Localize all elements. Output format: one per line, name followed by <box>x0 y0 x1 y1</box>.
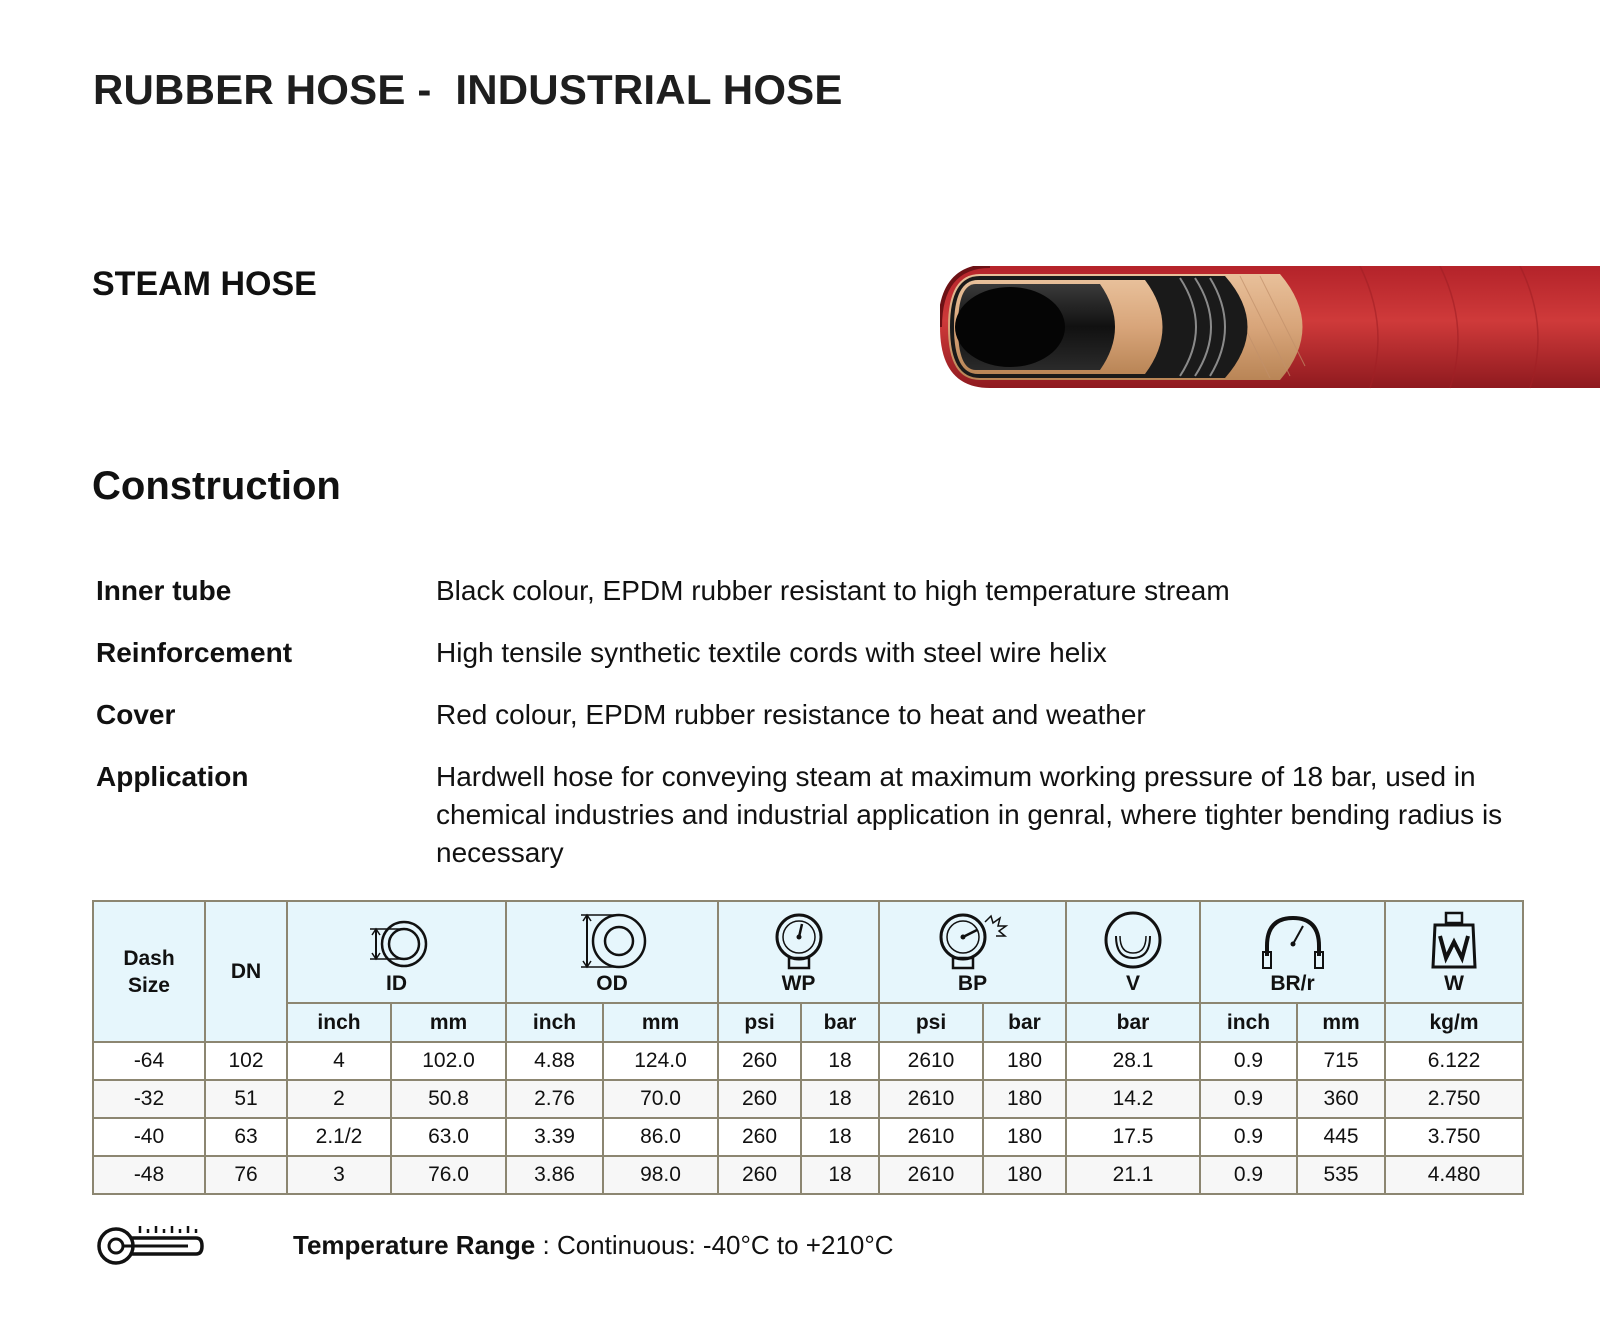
header-w: W <box>1444 972 1464 995</box>
product-title: STEAM HOSE <box>92 265 317 303</box>
table-cell: 6.122 <box>1385 1042 1523 1080</box>
table-cell: 445 <box>1297 1118 1385 1156</box>
table-cell: 86.0 <box>603 1118 718 1156</box>
thermometer-icon <box>96 1222 204 1268</box>
table-cell: 260 <box>718 1118 801 1156</box>
table-cell: 18 <box>801 1042 879 1080</box>
spec-value: Black colour, EPDM rubber resistant to high temperature stream <box>436 575 1230 606</box>
table-cell: 0.9 <box>1200 1118 1297 1156</box>
inner-diameter-icon <box>362 918 432 970</box>
header-size-line: Size <box>127 973 170 997</box>
table-row <box>93 1156 1523 1194</box>
header-v: V <box>1125 972 1140 995</box>
spec-label: Reinforcement <box>96 637 293 668</box>
unit-bp-psi: psi <box>879 1003 983 1042</box>
table-cell: 2610 <box>879 1042 983 1080</box>
table-cell: 3 <box>287 1156 391 1194</box>
table-cell: 180 <box>983 1118 1066 1156</box>
table-cell: 0.9 <box>1200 1080 1297 1118</box>
table-cell: 180 <box>983 1042 1066 1080</box>
unit-v-bar: bar <box>1066 1003 1200 1042</box>
table-cell: -64 <box>93 1042 205 1080</box>
table-cell: 260 <box>718 1080 801 1118</box>
col-group-wp <box>718 901 879 1003</box>
bend-radius-icon <box>1257 912 1329 970</box>
table-cell: 102 <box>205 1042 287 1080</box>
table-cell: 21.1 <box>1066 1156 1200 1194</box>
construction-heading: Construction <box>92 464 341 508</box>
table-cell: 2.750 <box>1385 1080 1523 1118</box>
table-cell: 535 <box>1297 1156 1385 1194</box>
table-cell: 2610 <box>879 1156 983 1194</box>
hose-cutaway-image <box>940 266 1600 400</box>
table-cell: 98.0 <box>603 1156 718 1194</box>
table-row <box>93 1042 1523 1080</box>
table-cell: 3.86 <box>506 1156 603 1194</box>
unit-id-inch: inch <box>287 1003 391 1042</box>
page-title: RUBBER HOSE - INDUSTRIAL HOSE <box>93 66 843 113</box>
table-cell: 63 <box>205 1118 287 1156</box>
table-cell: 3.750 <box>1385 1118 1523 1156</box>
table-cell: 180 <box>983 1080 1066 1118</box>
col-group-w <box>1385 901 1523 1003</box>
header-bp: BP <box>957 972 988 995</box>
table-cell: 28.1 <box>1066 1042 1200 1080</box>
table-cell: 3.39 <box>506 1118 603 1156</box>
table-row <box>93 1080 1523 1118</box>
table-cell: 102.0 <box>391 1042 506 1080</box>
table-cell: 4.480 <box>1385 1156 1523 1194</box>
table-cell: 50.8 <box>391 1080 506 1118</box>
vacuum-icon <box>1102 910 1164 970</box>
table-cell: 76.0 <box>391 1156 506 1194</box>
header-dash-line: Dash <box>123 946 175 970</box>
spec-label: Application <box>96 761 249 792</box>
header-br: BR/r <box>1270 972 1315 995</box>
table-cell: 2610 <box>879 1080 983 1118</box>
unit-od-mm: mm <box>603 1003 718 1042</box>
table-cell: 180 <box>983 1156 1066 1194</box>
table-cell: 4 <box>287 1042 391 1080</box>
table-cell: -32 <box>93 1080 205 1118</box>
col-dn: DN <box>205 901 287 1042</box>
header-od: OD <box>596 972 628 995</box>
col-dash-size <box>93 901 205 1042</box>
header-wp: WP <box>781 972 816 995</box>
table-cell: 14.2 <box>1066 1080 1200 1118</box>
col-group-br <box>1200 901 1385 1003</box>
unit-od-inch: inch <box>506 1003 603 1042</box>
table-cell: 2.76 <box>506 1080 603 1118</box>
temperature-separator: : <box>535 1230 557 1260</box>
spec-label: Cover <box>96 699 176 730</box>
table-cell: 260 <box>718 1042 801 1080</box>
header-id: ID <box>386 972 407 995</box>
table-cell: 76 <box>205 1156 287 1194</box>
unit-wp-psi: psi <box>718 1003 801 1042</box>
col-group-id <box>287 901 506 1003</box>
table-cell: 2.1/2 <box>287 1118 391 1156</box>
temperature-value: Continuous: -40°C to +210°C <box>556 1230 894 1260</box>
unit-br-mm: mm <box>1297 1003 1385 1042</box>
temperature-label: Temperature Range <box>293 1230 536 1260</box>
table-cell: 17.5 <box>1066 1118 1200 1156</box>
col-group-v <box>1066 901 1200 1003</box>
spec-table <box>92 900 1524 1195</box>
spec-value: High tensile synthetic textile cords with steel wire helix <box>436 637 1107 668</box>
spec-label: Inner tube <box>96 575 232 606</box>
outer-diameter-icon <box>577 912 647 970</box>
table-cell: 360 <box>1297 1080 1385 1118</box>
table-cell: 51 <box>205 1080 287 1118</box>
weight-icon <box>1429 910 1479 970</box>
table-cell: 2610 <box>879 1118 983 1156</box>
table-cell: -40 <box>93 1118 205 1156</box>
col-group-bp <box>879 901 1066 1003</box>
table-cell: 18 <box>801 1118 879 1156</box>
table-row <box>93 1118 1523 1156</box>
table-cell: 124.0 <box>603 1042 718 1080</box>
col-group-od <box>506 901 718 1003</box>
table-cell: 0.9 <box>1200 1042 1297 1080</box>
table-cell: 18 <box>801 1156 879 1194</box>
temperature-range <box>293 1230 894 1261</box>
table-cell: 18 <box>801 1080 879 1118</box>
table-cell: 70.0 <box>603 1080 718 1118</box>
unit-wp-bar: bar <box>801 1003 879 1042</box>
unit-id-mm: mm <box>391 1003 506 1042</box>
table-cell: 2 <box>287 1080 391 1118</box>
unit-w-kgm: kg/m <box>1385 1003 1523 1042</box>
table-cell: 260 <box>718 1156 801 1194</box>
unit-br-inch: inch <box>1200 1003 1297 1042</box>
unit-bp-bar: bar <box>983 1003 1066 1042</box>
table-cell: 4.88 <box>506 1042 603 1080</box>
table-cell: -48 <box>93 1156 205 1194</box>
spec-value: Hardwell hose for conveying steam at maximum working pressure of 18 bar, used in chemical industries and industrial application in genral, where tighter bending radius is necessary <box>436 761 1503 868</box>
spec-value: Red colour, EPDM rubber resistance to heat and weather <box>436 699 1146 730</box>
table-cell: 715 <box>1297 1042 1385 1080</box>
burst-pressure-gauge-icon <box>937 912 1009 970</box>
table-cell: 63.0 <box>391 1118 506 1156</box>
working-pressure-gauge-icon <box>771 912 827 970</box>
table-cell: 0.9 <box>1200 1156 1297 1194</box>
